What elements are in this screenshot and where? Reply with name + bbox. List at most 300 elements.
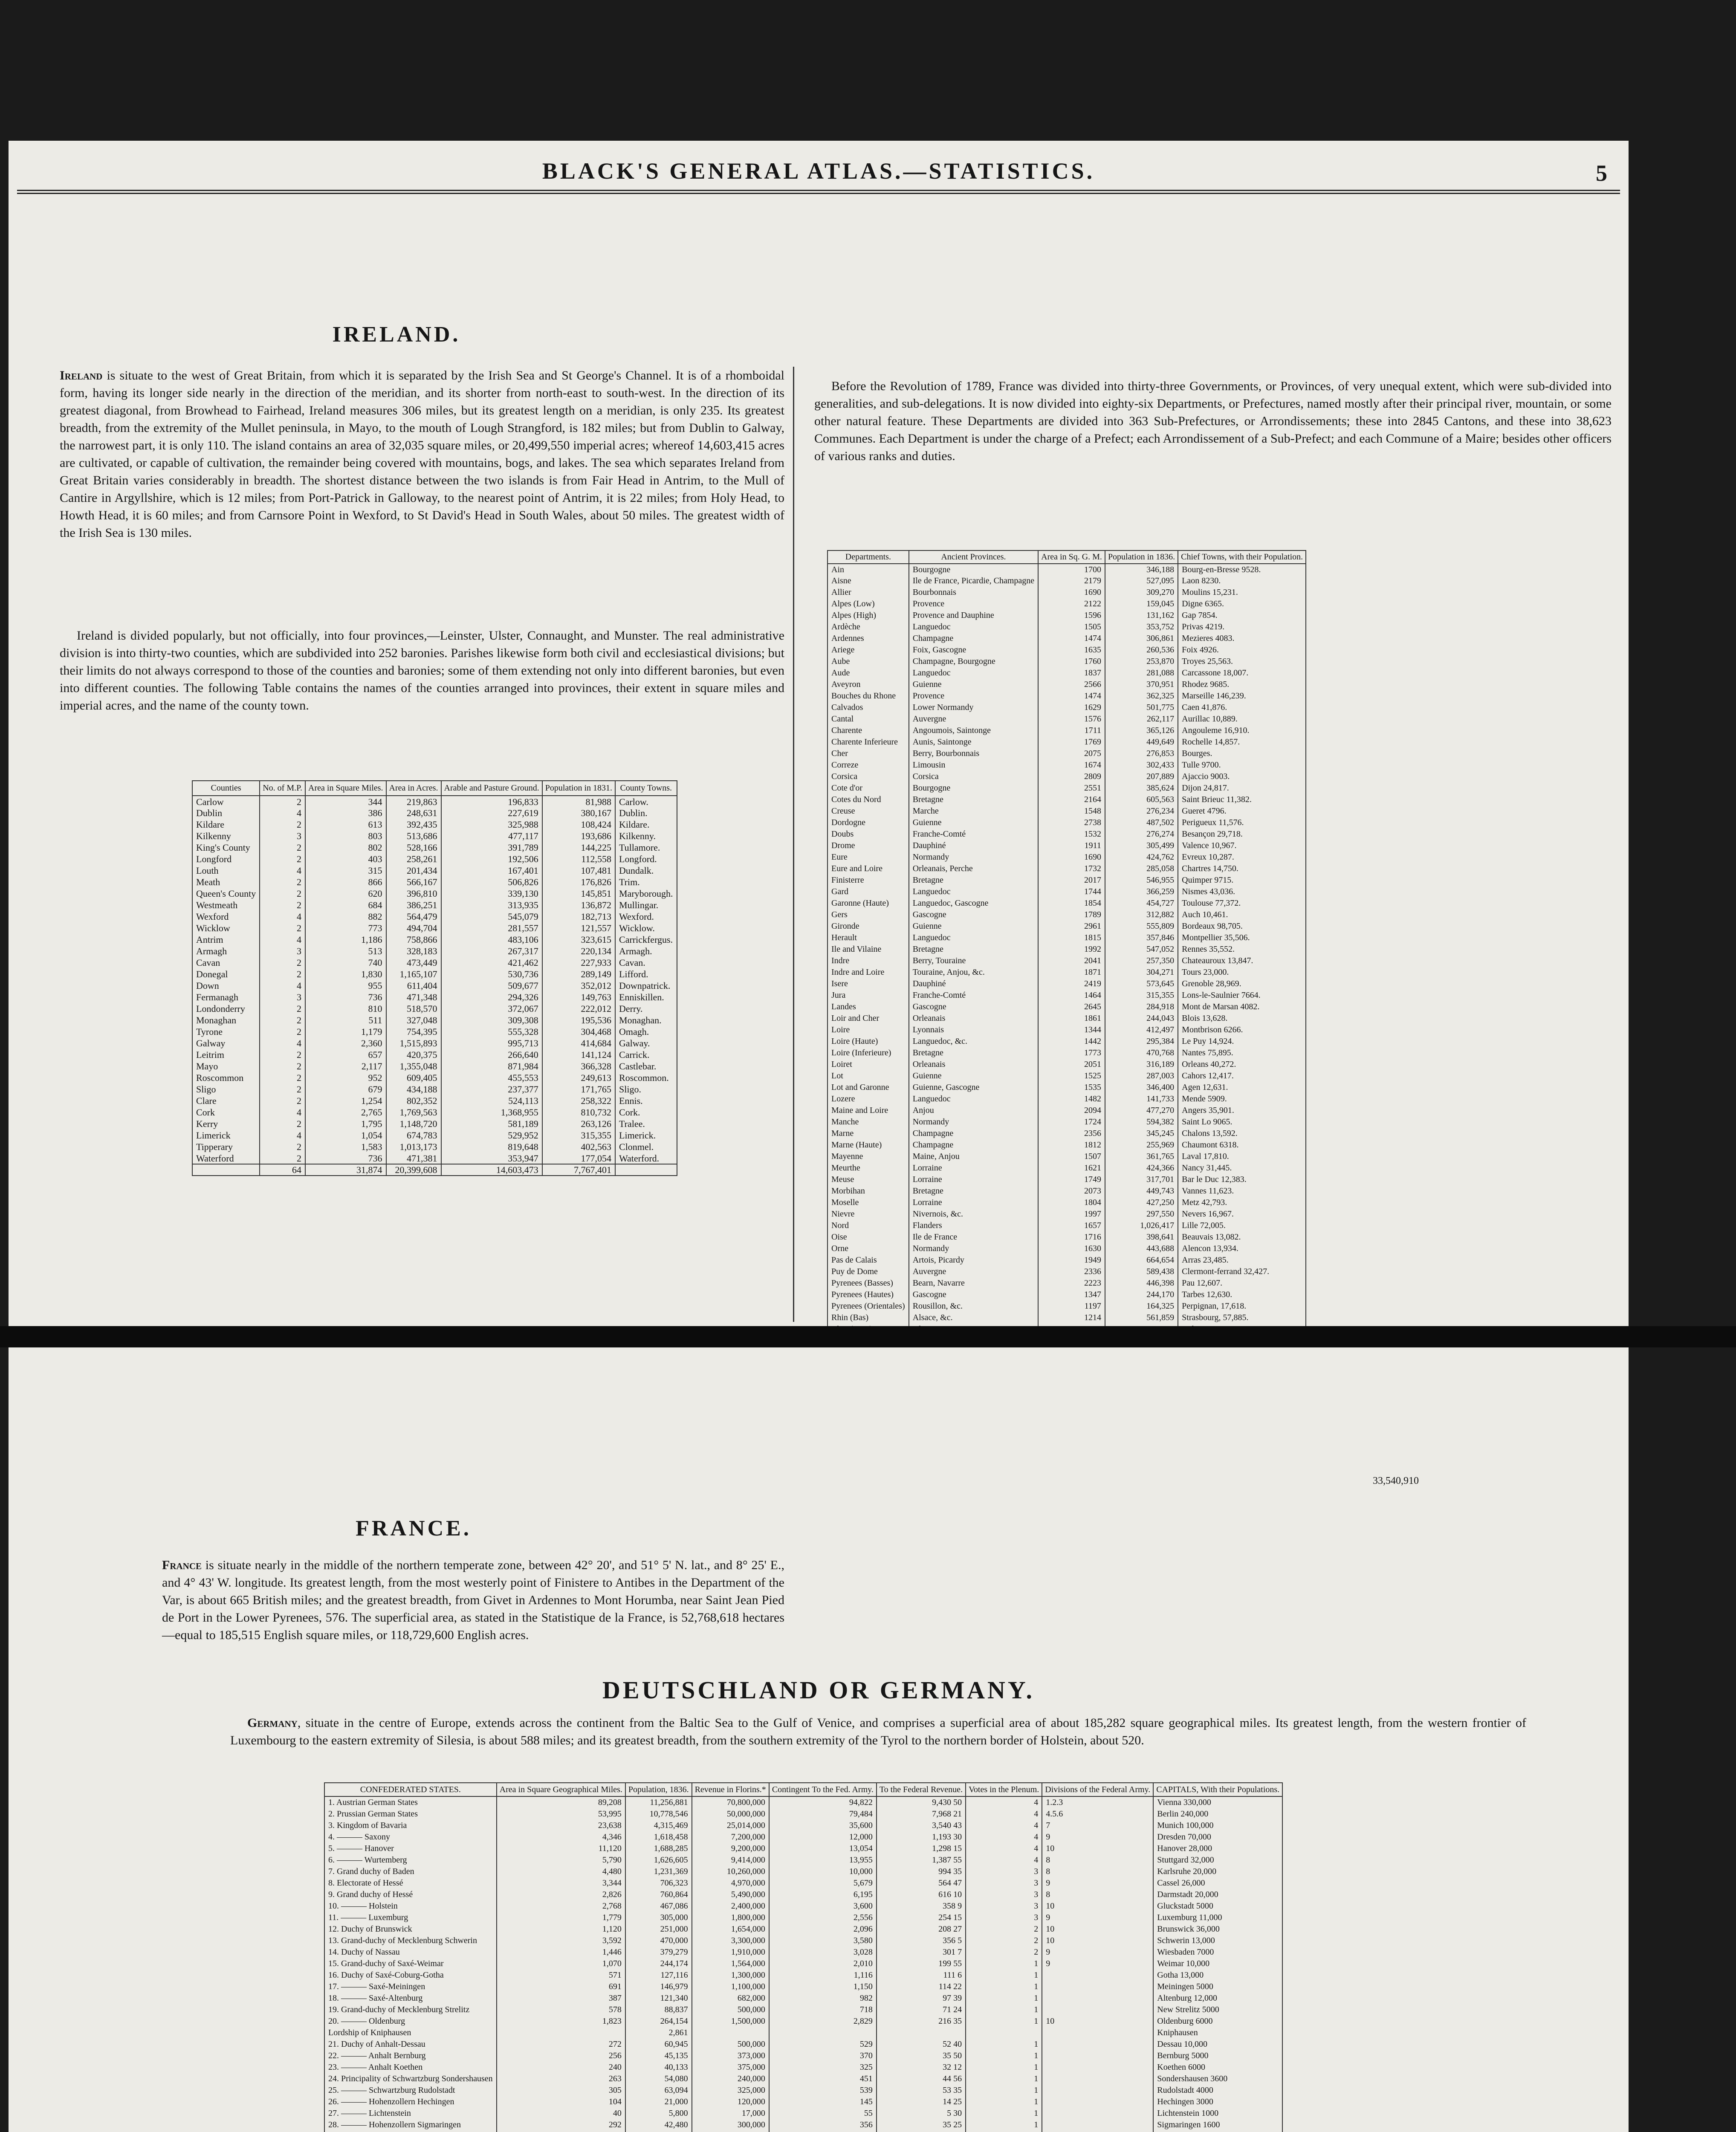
- germany-cell: 1,446: [497, 1946, 625, 1958]
- france-cell: 1197: [1038, 1301, 1105, 1312]
- ireland-cell: Waterford.: [615, 1153, 677, 1164]
- germany-cell: 1: [966, 1958, 1042, 1969]
- france-cell: Strasbourg, 57,885.: [1178, 1312, 1306, 1324]
- germany-cell: 264,154: [625, 2015, 692, 2027]
- ireland-cell: 237,377: [441, 1083, 542, 1095]
- france-cell: Le Puy 14,924.: [1178, 1036, 1306, 1047]
- germany-cell: 16. Duchy of Saxé-Coburg-Gotha: [324, 1969, 497, 1981]
- ireland-cell: Castlebar.: [615, 1060, 677, 1072]
- france-cell: Dauphiné: [909, 840, 1038, 852]
- ireland-cell: 2: [260, 1118, 305, 1130]
- france-cell: 1716: [1038, 1231, 1105, 1243]
- ireland-cell: 477,117: [441, 830, 542, 842]
- germany-cell: 50,000,000: [692, 1808, 769, 1819]
- france-cell: 276,853: [1105, 748, 1178, 759]
- france-cell: Saint Lo 9065.: [1178, 1116, 1306, 1128]
- ireland-paragraph-1: [60, 367, 784, 542]
- ireland-cell: 754,395: [386, 1026, 441, 1037]
- ireland-cell: 995,713: [441, 1037, 542, 1049]
- france-cell: 2164: [1038, 794, 1105, 805]
- france-cell: Nivernois, &c.: [909, 1208, 1038, 1220]
- germany-cell: 7,968 21: [877, 1808, 966, 1819]
- germany-cell: 208 27: [877, 1923, 966, 1935]
- header-rule: [17, 190, 1620, 191]
- germany-row: [324, 1912, 1282, 1923]
- ireland-cell: 201,434: [386, 865, 441, 876]
- france-cell: 1815: [1038, 932, 1105, 944]
- france-cell: Loir and Cher: [827, 1013, 909, 1024]
- france-cell: Aveyron: [827, 679, 909, 690]
- germany-header-cell: Contingent To the Fed. Army.: [769, 1783, 877, 1796]
- germany-cell: 272: [497, 2038, 625, 2050]
- ireland-row: [192, 796, 677, 807]
- france-cell: 1732: [1038, 863, 1105, 875]
- france-cell: Guienne: [909, 679, 1038, 690]
- france-cell: Oise: [827, 1231, 909, 1243]
- ireland-row: [192, 1141, 677, 1153]
- france-cell: 2179: [1038, 575, 1105, 587]
- ireland-cell: Roscommon.: [615, 1072, 677, 1083]
- ireland-cell: Tralee.: [615, 1118, 677, 1130]
- france-row: [827, 1105, 1306, 1116]
- ireland-cell: 2: [260, 968, 305, 980]
- france-cell: 281,088: [1105, 667, 1178, 679]
- ireland-cell: Kilkenny.: [615, 830, 677, 842]
- france-cell: Pyrenees (Basses): [827, 1277, 909, 1289]
- france-row: [827, 759, 1306, 771]
- france-cell: 424,762: [1105, 852, 1178, 863]
- ireland-cell: Maryborough.: [615, 888, 677, 899]
- ireland-cell: Louth: [192, 865, 260, 876]
- germany-cell: Cassel 26,000: [1153, 1877, 1282, 1889]
- france-row: [827, 898, 1306, 909]
- germany-header-cell: Area in Square Geographical Miles.: [497, 1783, 625, 1796]
- germany-cell: 21,000: [625, 2096, 692, 2107]
- germany-cell: 15. Grand-duchy of Saxé-Weimar: [324, 1958, 497, 1969]
- ireland-cell: 810: [305, 1003, 386, 1014]
- ireland-cell: 392,435: [386, 819, 441, 830]
- ireland-cell: Armagh: [192, 945, 260, 957]
- column-divider: [793, 367, 794, 1322]
- france-cell: 312,882: [1105, 909, 1178, 921]
- france-cell: 317,701: [1105, 1174, 1178, 1185]
- france-cell: Nord: [827, 1220, 909, 1231]
- ireland-cell: 2: [260, 1003, 305, 1014]
- germany-cell: 1,193 30: [877, 1831, 966, 1842]
- ireland-cell: 802: [305, 842, 386, 853]
- ireland-row: [192, 1072, 677, 1083]
- germany-cell: [692, 2130, 769, 2132]
- germany-row: [324, 1992, 1282, 2004]
- ireland-title: IRELAND.: [332, 322, 461, 347]
- ireland-cell: 2: [260, 888, 305, 899]
- france-cell: Rhin (Bas): [827, 1312, 909, 1324]
- germany-cell: 356 5: [877, 1935, 966, 1946]
- germany-cell: 5,800: [625, 2107, 692, 2119]
- ireland-cell: 1,165,107: [386, 968, 441, 980]
- france-cell: Normandy: [909, 1116, 1038, 1128]
- france-row: [827, 690, 1306, 702]
- germany-cell: Bernburg 5000: [1153, 2050, 1282, 2061]
- germany-cell: 4: [966, 1854, 1042, 1866]
- ireland-cell: Meath: [192, 876, 260, 888]
- france-cell: 443,688: [1105, 1243, 1178, 1254]
- france-cell: 477,270: [1105, 1105, 1178, 1116]
- germany-cell: 500,000: [692, 2038, 769, 2050]
- france-cell: Angouleme 16,910.: [1178, 725, 1306, 736]
- france-row: [827, 575, 1306, 587]
- germany-cell: 305,000: [625, 1912, 692, 1923]
- france-cell: 2566: [1038, 679, 1105, 690]
- france-cell: 306,861: [1105, 633, 1178, 644]
- ireland-cell: 2: [260, 796, 305, 807]
- france-cell: Orleans 40,272.: [1178, 1059, 1306, 1070]
- ireland-cell: 167,401: [441, 865, 542, 876]
- france-cell: Chaumont 6318.: [1178, 1139, 1306, 1151]
- ireland-cell: 2,360: [305, 1037, 386, 1049]
- france-cell: Marne (Haute): [827, 1139, 909, 1151]
- germany-cell: 25. ——— Schwartzburg Rudolstadt: [324, 2084, 497, 2096]
- germany-cell: 387: [497, 1992, 625, 2004]
- france-cell: 260,536: [1105, 644, 1178, 656]
- france-cell: Lot: [827, 1070, 909, 1082]
- france-cell: Montpellier 35,506.: [1178, 932, 1306, 944]
- germany-cell: Koethen 6000: [1153, 2061, 1282, 2073]
- germany-cell: 8: [1042, 1854, 1153, 1866]
- france-cell: 1854: [1038, 898, 1105, 909]
- germany-cell: 24. Principality of Schwartzburg Sondershausen: [324, 2073, 497, 2084]
- france-cell: Aunis, Saintonge: [909, 736, 1038, 748]
- france-row: [827, 805, 1306, 817]
- germany-cell: 44 56: [877, 2073, 966, 2084]
- ireland-cell: 182,713: [542, 911, 615, 922]
- france-header-cell: Departments.: [827, 550, 909, 564]
- ireland-cell: 193,686: [542, 830, 615, 842]
- germany-cell: 1,626,605: [625, 1854, 692, 1866]
- ireland-cell: 1,254: [305, 1095, 386, 1107]
- france-row: [827, 1220, 1306, 1231]
- germany-cell: 1: [966, 1992, 1042, 2004]
- france-cell: Provence: [909, 598, 1038, 610]
- germany-cell: 2,829: [769, 2015, 877, 2027]
- ireland-cell: 4: [260, 1130, 305, 1141]
- ireland-cell: 674,783: [386, 1130, 441, 1141]
- germany-row: [324, 2027, 1282, 2038]
- ireland-cell: 2: [260, 1095, 305, 1107]
- germany-cell: 42,480: [625, 2119, 692, 2130]
- france-cell: Touraine, Anjou, &c.: [909, 967, 1038, 978]
- germany-cell: 10,778,546: [625, 1808, 692, 1819]
- germany-cell: [1042, 2096, 1153, 2107]
- france-cell: 561,859: [1105, 1312, 1178, 1324]
- ireland-cell: 1,355,048: [386, 1060, 441, 1072]
- germany-cell: [1042, 2073, 1153, 2084]
- ireland-cell: 473,449: [386, 957, 441, 968]
- germany-cell: 1,800,000: [692, 1912, 769, 1923]
- france-cell: 255,969: [1105, 1139, 1178, 1151]
- ireland-cell: 304,468: [542, 1026, 615, 1037]
- france-cell: Lower Normandy: [909, 702, 1038, 713]
- germany-cell: 3,540 43: [877, 1819, 966, 1831]
- france-cell: Loire: [827, 1024, 909, 1036]
- france-cell: 594,382: [1105, 1116, 1178, 1128]
- france-cell: Bar le Duc 12,383.: [1178, 1174, 1306, 1185]
- header-title: BLACK'S GENERAL ATLAS.—STATISTICS.: [542, 158, 1095, 184]
- germany-states-table: [324, 1782, 1283, 2132]
- germany-cell: Sondershausen 3600: [1153, 2073, 1282, 2084]
- france-cell: 262,117: [1105, 713, 1178, 725]
- ireland-cell: 149,763: [542, 991, 615, 1003]
- germany-cell: 8. Electorate of Hessé: [324, 1877, 497, 1889]
- ireland-row: [192, 980, 677, 991]
- germany-cell: 1,910,000: [692, 1946, 769, 1958]
- ireland-total-row: [192, 1164, 677, 1176]
- ireland-cell: Wicklow.: [615, 922, 677, 934]
- france-cell: 257,350: [1105, 955, 1178, 967]
- ireland-cell: 1,795: [305, 1118, 386, 1130]
- ireland-cell: 327,048: [386, 1014, 441, 1026]
- ireland-cell: 177,054: [542, 1153, 615, 1164]
- ireland-cell: 313,935: [441, 899, 542, 911]
- ireland-cell: Longford: [192, 853, 260, 865]
- france-cell: Blois 13,628.: [1178, 1013, 1306, 1024]
- france-cell: Chalons 13,592.: [1178, 1128, 1306, 1139]
- ireland-cell: 1,830: [305, 968, 386, 980]
- france-row: [827, 921, 1306, 932]
- france-row: [827, 1013, 1306, 1024]
- germany-cell: 199 55: [877, 1958, 966, 1969]
- france-cell: 427,250: [1105, 1197, 1178, 1208]
- france-cell: 1657: [1038, 1220, 1105, 1231]
- ireland-cell: 281,557: [441, 922, 542, 934]
- ireland-row: [192, 1107, 677, 1118]
- germany-cell: Rudolstadt 4000: [1153, 2084, 1282, 2096]
- germany-cell: 1,823: [497, 2015, 625, 2027]
- france-cell: 454,727: [1105, 898, 1178, 909]
- germany-cell: 5 30: [877, 2107, 966, 2119]
- germany-row: [324, 1796, 1282, 1808]
- ireland-cell: 2: [260, 1060, 305, 1072]
- ireland-cell: 145,851: [542, 888, 615, 899]
- germany-cell: 5,679: [769, 1877, 877, 1889]
- france-cell: Franche-Comté: [909, 828, 1038, 840]
- france-cell: 2051: [1038, 1059, 1105, 1070]
- france-cell: Loire (Inferieure): [827, 1047, 909, 1059]
- france-row: [827, 621, 1306, 633]
- france-cell: Creuse: [827, 805, 909, 817]
- france-header-cell: Ancient Provinces.: [909, 550, 1038, 564]
- ireland-cell: Dundalk.: [615, 865, 677, 876]
- ireland-cell: 4: [260, 807, 305, 819]
- france-cell: 370,951: [1105, 679, 1178, 690]
- france-cell: Aurillac 10,889.: [1178, 713, 1306, 725]
- france-cell: 487,502: [1105, 817, 1178, 828]
- ireland-cell: 758,866: [386, 934, 441, 945]
- france-cell: Marne: [827, 1128, 909, 1139]
- ireland-cell: 434,188: [386, 1083, 441, 1095]
- ireland-cell: Down: [192, 980, 260, 991]
- france-cell: 1474: [1038, 690, 1105, 702]
- france-cell: Montbrison 6266.: [1178, 1024, 1306, 1036]
- ireland-paragraph-2: Ireland is divided popularly, but not officially, into four provinces,—Leinster, Ulster, Connaught, and Munster. The real administrative division is into thirty-two counties, which are subdivided into 252 baronies. Parishes likewise form both civil and ecclesiastical divisions; but their limits do not always correspond to those of the counties and baronies; some of them extending not only into different baronies, but even into different counties. The following Table contains the names of the counties arranged into provinces, their extent in square miles and imperial acres, and the name of the county town.: [60, 629, 784, 713]
- france-row: [827, 1151, 1306, 1162]
- france-cell: Mayenne: [827, 1151, 909, 1162]
- ireland-cell: 121,557: [542, 922, 615, 934]
- france-cell: Valence 10,967.: [1178, 840, 1306, 852]
- germany-cell: 216 35: [877, 2015, 966, 2027]
- france-row: [827, 1139, 1306, 1151]
- france-cell: Mende 5909.: [1178, 1093, 1306, 1105]
- france-cell: 1674: [1038, 759, 1105, 771]
- germany-cell: 244,174: [625, 1958, 692, 1969]
- france-row: [827, 1277, 1306, 1289]
- france-cell: Evreux 10,287.: [1178, 852, 1306, 863]
- germany-cell: [1042, 2130, 1153, 2132]
- germany-cell: [1042, 2107, 1153, 2119]
- france-cell: Bouches du Rhone: [827, 690, 909, 702]
- ireland-cell: 222,012: [542, 1003, 615, 1014]
- germany-cell: 10: [1042, 1842, 1153, 1854]
- france-cell: Cantal: [827, 713, 909, 725]
- germany-row: [324, 1958, 1282, 1969]
- ireland-cell: 613: [305, 819, 386, 830]
- germany-cell: 379,279: [625, 1946, 692, 1958]
- ireland-header-cell: Area in Acres.: [386, 781, 441, 796]
- france-row: [827, 782, 1306, 794]
- france-cell: Nievre: [827, 1208, 909, 1220]
- france-cell: Aude: [827, 667, 909, 679]
- germany-cell: 578: [497, 2004, 625, 2015]
- france-cell: 1711: [1038, 725, 1105, 736]
- france-intro: Before the Revolution of 1789, France was divided into thirty-three Governments, or Provinces, of very unequal extent, which were sub-divided into generalities, and sub-delegations. It is now divided into eighty-six Departments, or Prefectures, named mostly after their principal river, mountain, or some other natural feature. These Departments are divided into 363 Sub-Prefectures, or Arrondissements; these into 2845 Cantons, and these into 38,623 Communes. Each Department is under the charge of a Prefect; each Arrondissement of a Sub-Prefect; and each Commune of a Maire; besides other officers of various ranks and duties.: [814, 379, 1612, 463]
- france-row: [827, 932, 1306, 944]
- germany-row: [324, 2073, 1282, 2084]
- ireland-cell: 882: [305, 911, 386, 922]
- france-cell: Grenoble 28,969.: [1178, 978, 1306, 990]
- germany-row: [324, 1900, 1282, 1912]
- ireland-lead: Ireland: [60, 368, 103, 382]
- germany-cell: 35,600: [769, 1819, 877, 1831]
- france-cell: Guienne: [909, 1070, 1038, 1082]
- france-cell: Moulins 15,231.: [1178, 587, 1306, 598]
- germany-cell: [966, 2027, 1042, 2038]
- france-cell: Vannes 11,623.: [1178, 1185, 1306, 1197]
- france-cell: Foix, Gascogne: [909, 644, 1038, 656]
- germany-cell: 529: [769, 2038, 877, 2050]
- france-cell: Bourg-en-Bresse 9528.: [1178, 564, 1306, 575]
- germany-cell: 9,414,000: [692, 1854, 769, 1866]
- france-cell: Berry, Bourbonnais: [909, 748, 1038, 759]
- germany-cell: 13,054: [769, 1842, 877, 1854]
- france-cell: Manche: [827, 1116, 909, 1128]
- germany-cell: [769, 2130, 877, 2132]
- germany-cell: 1,500,000: [692, 2015, 769, 2027]
- france-cell: 1442: [1038, 1036, 1105, 1047]
- germany-cell: 4,480: [497, 1866, 625, 1877]
- ireland-cell: 810,732: [542, 1107, 615, 1118]
- france-cell: Correze: [827, 759, 909, 771]
- ireland-cell: Queen's County: [192, 888, 260, 899]
- germany-cell: 19. Grand-duchy of Mecklenburg Strelitz: [324, 2004, 497, 2015]
- france-cell: 353,752: [1105, 621, 1178, 633]
- germany-cell: 1,070: [497, 1958, 625, 1969]
- france-cell: Ain: [827, 564, 909, 575]
- france-row: [827, 564, 1306, 575]
- ireland-header-cell: Population in 1831.: [542, 781, 615, 796]
- france-cell: Doubs: [827, 828, 909, 840]
- france-row: [827, 736, 1306, 748]
- france-row: [827, 598, 1306, 610]
- france-row: [827, 667, 1306, 679]
- france-row: [827, 1301, 1306, 1312]
- ireland-cell: 249,613: [542, 1072, 615, 1083]
- ireland-cell: 380,167: [542, 807, 615, 819]
- ireland-row: [192, 922, 677, 934]
- germany-cell: 6. ——— Wurtemberg: [324, 1854, 497, 1866]
- ireland-cell: 386: [305, 807, 386, 819]
- germany-cell: 5,490,000: [692, 1889, 769, 1900]
- germany-cell: 2: [966, 1946, 1042, 1958]
- germany-cell: 3,300,000: [692, 1935, 769, 1946]
- france-cell: Foix 4926.: [1178, 644, 1306, 656]
- france-cell: Arras 23,485.: [1178, 1254, 1306, 1266]
- germany-cell: 4: [966, 1808, 1042, 1819]
- germany-cell: 27. ——— Lichtenstein: [324, 2107, 497, 2119]
- germany-cell: 500,000: [692, 2004, 769, 2015]
- france-cell: Laon 8230.: [1178, 575, 1306, 587]
- ireland-cell: 513,686: [386, 830, 441, 842]
- france-cell: Besançon 29,718.: [1178, 828, 1306, 840]
- germany-cell: Weimar 10,000: [1153, 1958, 1282, 1969]
- france-cell: 315,355: [1105, 990, 1178, 1001]
- germany-header-cell: Votes in the Plenum.: [966, 1783, 1042, 1796]
- germany-cell: 300,000: [692, 2119, 769, 2130]
- ireland-counties-table: [192, 780, 677, 1176]
- france-cell: Auvergne: [909, 1266, 1038, 1277]
- germany-cell: 11. ——— Luxemburg: [324, 1912, 497, 1923]
- france-cell: Angoumois, Saintonge: [909, 725, 1038, 736]
- ireland-cell: Derry.: [615, 1003, 677, 1014]
- ireland-row: [192, 1037, 677, 1049]
- france-cell: Marseille 146,239.: [1178, 690, 1306, 702]
- france-cell: 1635: [1038, 644, 1105, 656]
- france-cell: Privas 4219.: [1178, 621, 1306, 633]
- germany-row: [324, 2061, 1282, 2073]
- ireland-cell: 315: [305, 865, 386, 876]
- france-cell: 2223: [1038, 1277, 1105, 1289]
- ireland-cell: 952: [305, 1072, 386, 1083]
- france-cell: 346,188: [1105, 564, 1178, 575]
- germany-cell: Lordship of Kniphausen: [324, 2027, 497, 2038]
- france-cell: Metz 42,793.: [1178, 1197, 1306, 1208]
- ireland-total-cell: 20,399,608: [386, 1164, 441, 1176]
- france-cell: Morbihan: [827, 1185, 909, 1197]
- france-title: FRANCE.: [356, 1516, 472, 1541]
- ireland-cell: Sligo: [192, 1083, 260, 1095]
- ireland-cell: Donegal: [192, 968, 260, 980]
- france-cell: 547,052: [1105, 944, 1178, 955]
- germany-cell: 301 7: [877, 1946, 966, 1958]
- france-cell: Alpes (High): [827, 610, 909, 621]
- ireland-cell: 2,765: [305, 1107, 386, 1118]
- germany-cell: 1,779: [497, 1912, 625, 1923]
- france-cell: Garonne (Haute): [827, 898, 909, 909]
- germany-cell: 53,995: [497, 1808, 625, 1819]
- germany-cell: 10,260,000: [692, 1866, 769, 1877]
- ireland-row: [192, 1118, 677, 1130]
- ireland-cell: Wexford: [192, 911, 260, 922]
- germany-cell: [1042, 2061, 1153, 2073]
